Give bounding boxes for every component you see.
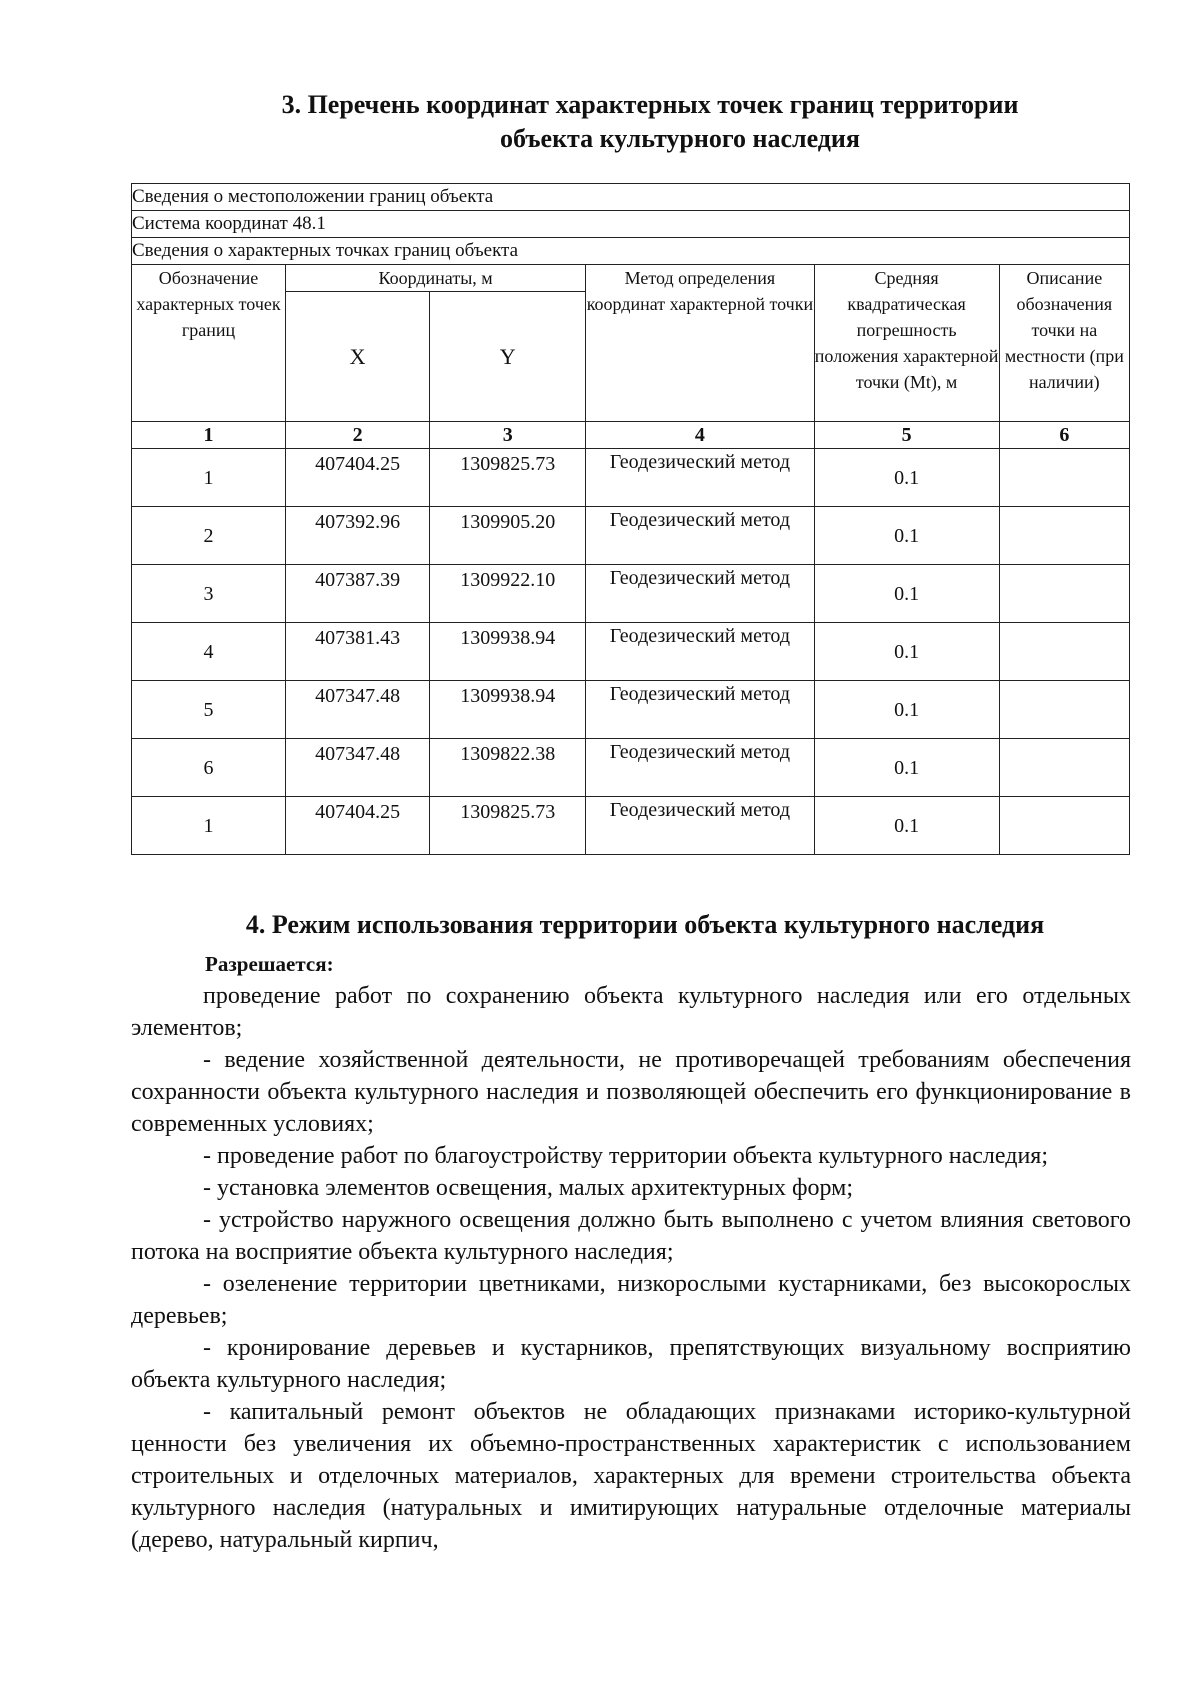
- table-row: [132, 623, 1130, 681]
- x-value: 407392.96: [285, 507, 429, 565]
- description-value: [999, 797, 1129, 855]
- description-value: [999, 623, 1129, 681]
- description-value: [999, 449, 1129, 507]
- x-value: 407347.48: [285, 739, 429, 797]
- column-number: 1: [132, 422, 286, 449]
- header-coordinates: Координаты, м: [285, 265, 585, 292]
- paragraph: - устройство наружного освещения должно быть выполнено с учетом влияния светового потока на восприятие объекта культурного наследия;: [131, 1207, 1131, 1265]
- table-row: [132, 739, 1130, 797]
- header-y: Y: [430, 292, 586, 422]
- column-number: 3: [430, 422, 586, 449]
- point-id: 1: [132, 797, 286, 855]
- section-3-title: [130, 88, 1130, 156]
- y-value: 1309825.73: [430, 449, 586, 507]
- column-number: 6: [999, 422, 1129, 449]
- table-row: [132, 681, 1130, 739]
- header-designation: Обозначение характерных точек границ: [132, 265, 286, 422]
- point-id: 5: [132, 681, 286, 739]
- header-method: Метод определения координат характерной точки: [586, 265, 814, 422]
- x-value: 407381.43: [285, 623, 429, 681]
- method-value: Геодезический метод: [586, 507, 814, 565]
- error-value: 0.1: [814, 739, 999, 797]
- info-points: Сведения о характерных точках границ объекта: [132, 238, 1130, 265]
- method-value: Геодезический метод: [586, 797, 814, 855]
- error-value: 0.1: [814, 623, 999, 681]
- point-id: 4: [132, 623, 286, 681]
- x-value: 407347.48: [285, 681, 429, 739]
- error-value: 0.1: [814, 507, 999, 565]
- info-location: Сведения о местоположении границ объекта: [132, 184, 1130, 211]
- x-value: 407387.39: [285, 565, 429, 623]
- error-value: 0.1: [814, 681, 999, 739]
- table-row: [132, 797, 1130, 855]
- method-value: Геодезический метод: [586, 739, 814, 797]
- point-id: 2: [132, 507, 286, 565]
- y-value: 1309922.10: [430, 565, 586, 623]
- method-value: Геодезический метод: [586, 623, 814, 681]
- x-value: 407404.25: [285, 797, 429, 855]
- column-number: 4: [586, 422, 814, 449]
- paragraph: - кронирование деревьев и кустарников, препятствующих визуальному восприятию объекта культурного наследия;: [131, 1335, 1131, 1393]
- method-value: Геодезический метод: [586, 449, 814, 507]
- info-coordinate-system: Система координат 48.1: [132, 211, 1130, 238]
- paragraph: - капитальный ремонт объектов не обладающих признаками историко-культурной ценности без увеличения их объемно-пространственных характеристик с использованием строительных и отделочных материалов, характерных для времени строительства объекта культурного наследия (натуральных и имитирующих натуральные отделочные материалы (дерево, натуральный кирпич,: [131, 1399, 1131, 1553]
- y-value: 1309822.38: [430, 739, 586, 797]
- method-value: Геодезический метод: [586, 565, 814, 623]
- point-id: 6: [132, 739, 286, 797]
- description-value: [999, 681, 1129, 739]
- column-number: 2: [285, 422, 429, 449]
- coordinates-table: [131, 183, 1130, 855]
- allowed-list: [131, 980, 1131, 1556]
- header-error: Средняя квадратическая погрешность положения характерной точки (Mt), м: [814, 265, 999, 422]
- y-value: 1309938.94: [430, 681, 586, 739]
- section-4-title: 4. Режим использования территории объекта культурного наследия: [245, 910, 1045, 939]
- paragraph: - проведение работ по благоустройству территории объекта культурного наследия;: [203, 1143, 1049, 1169]
- error-value: 0.1: [814, 797, 999, 855]
- error-value: 0.1: [814, 449, 999, 507]
- header-x: X: [285, 292, 429, 422]
- paragraph: - установка элементов освещения, малых архитектурных форм;: [203, 1175, 853, 1201]
- table-row: [132, 449, 1130, 507]
- y-value: 1309938.94: [430, 623, 586, 681]
- header-description: Описание обозначения точки на местности (при наличии): [999, 265, 1129, 422]
- point-id: 3: [132, 565, 286, 623]
- section-3-title-line-2: объекта культурного наследия: [500, 124, 860, 153]
- allowed-label: Разрешается:: [205, 952, 334, 976]
- method-value: Геодезический метод: [586, 681, 814, 739]
- error-value: 0.1: [814, 565, 999, 623]
- table-row: [132, 565, 1130, 623]
- description-value: [999, 565, 1129, 623]
- x-value: 407404.25: [285, 449, 429, 507]
- y-value: 1309905.20: [430, 507, 586, 565]
- y-value: 1309825.73: [430, 797, 586, 855]
- point-id: 1: [132, 449, 286, 507]
- paragraph: - ведение хозяйственной деятельности, не противоречащей требованиям обеспечения сохранности объекта культурного наследия и позволяющей обеспечить его функционирование в современных условиях;: [131, 1047, 1131, 1137]
- paragraph: проведение работ по сохранению объекта культурного наследия или его отдельных элементов;: [131, 983, 1131, 1041]
- paragraph: - озеленение территории цветниками, низкорослыми кустарниками, без высокорослых деревьев;: [131, 1271, 1131, 1329]
- column-number: 5: [814, 422, 999, 449]
- description-value: [999, 507, 1129, 565]
- section-3-title-line-1: 3. Перечень координат характерных точек границ территории: [281, 90, 1019, 119]
- description-value: [999, 739, 1129, 797]
- table-row: [132, 507, 1130, 565]
